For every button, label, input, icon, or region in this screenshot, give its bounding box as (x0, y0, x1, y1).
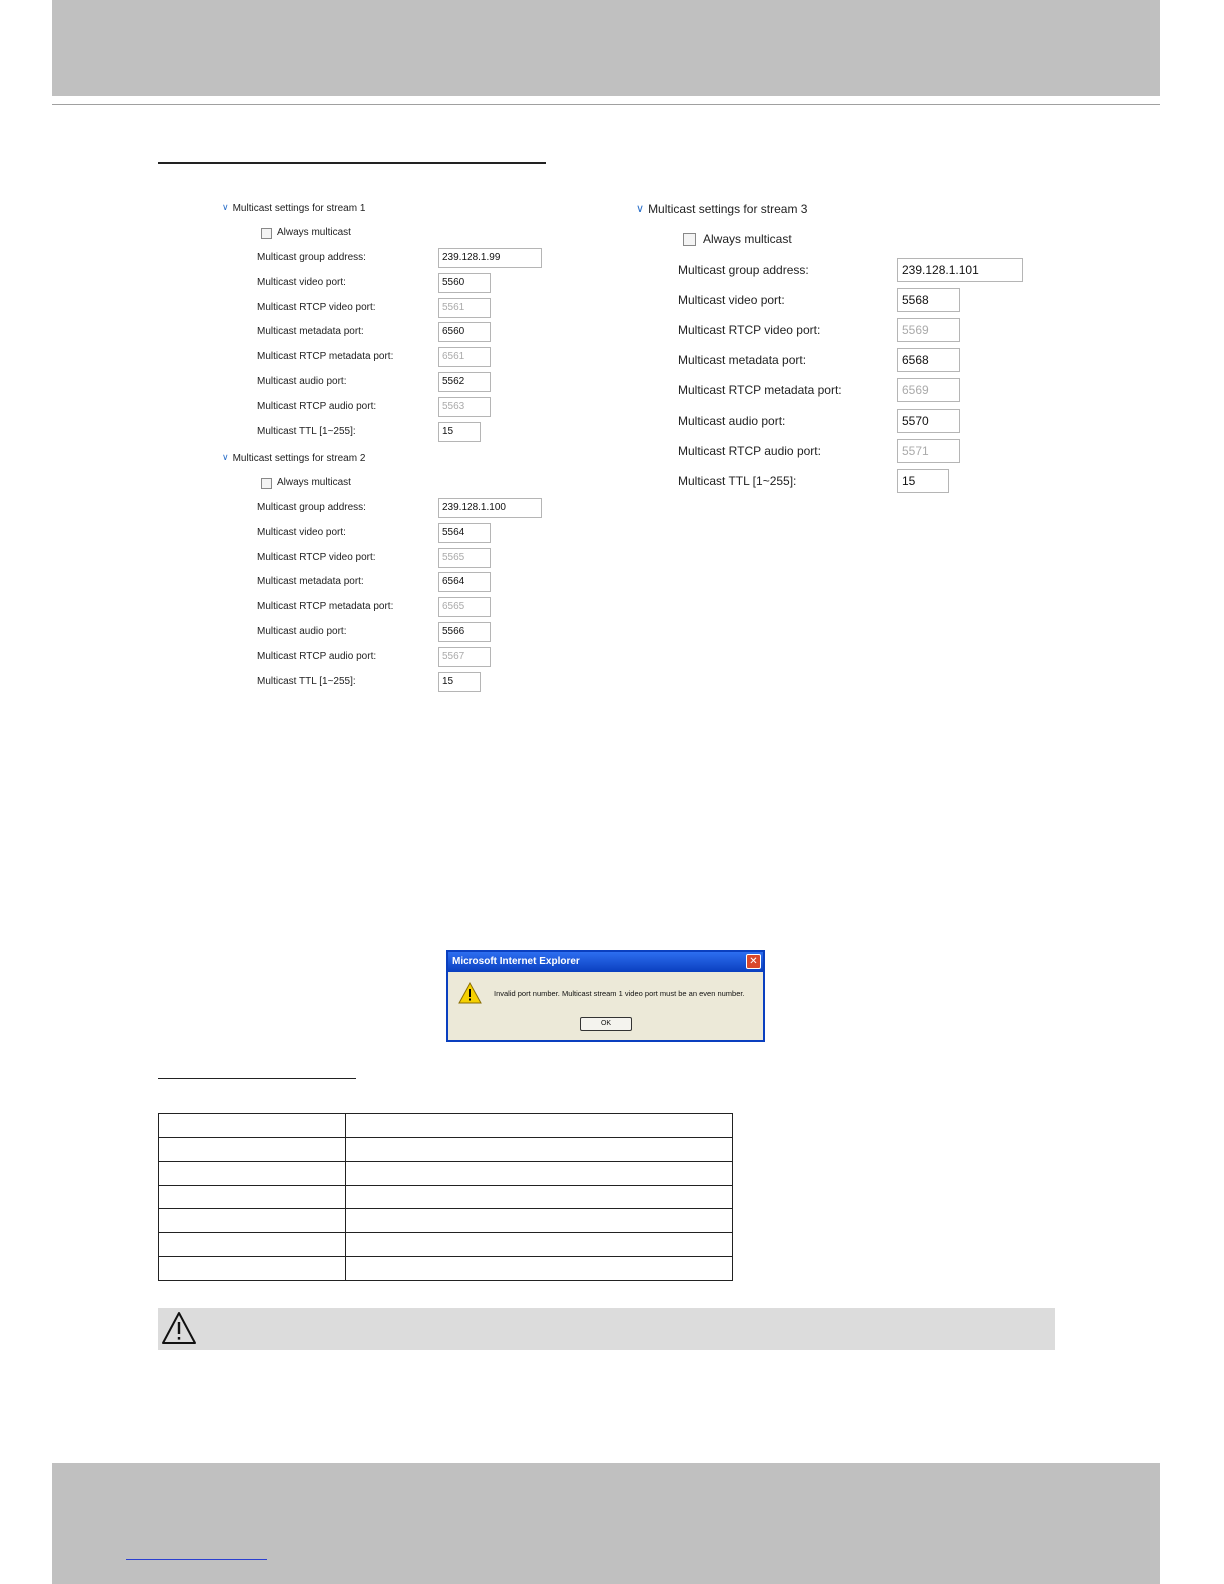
rtcp-metadata-port-label: Multicast RTCP metadata port: (257, 351, 394, 363)
caution-box (158, 1308, 1055, 1350)
chevron-down-icon: ∨ (222, 452, 229, 462)
rtcp-video-port-label: Multicast RTCP video port: (257, 551, 376, 563)
metadata-port-input[interactable]: 6560 (438, 322, 491, 342)
table-cell (346, 1209, 733, 1233)
table-cell (346, 1185, 733, 1209)
table-cell (159, 1137, 346, 1161)
close-icon[interactable]: ✕ (746, 954, 761, 969)
video-port-input[interactable]: 5560 (438, 273, 491, 293)
rtcp-metadata-port-input: 6565 (438, 597, 491, 617)
video-port-input[interactable]: 5564 (438, 523, 491, 543)
stream-section-header[interactable] (636, 202, 807, 216)
table-row (159, 1185, 733, 1209)
group-address-input[interactable]: 239.128.1.100 (438, 498, 542, 518)
group-address-label: Multicast group address: (257, 502, 366, 513)
ttl-input[interactable]: 15 (897, 469, 949, 493)
always-multicast-checkbox[interactable] (261, 228, 272, 239)
rtcp-video-port-input: 5565 (438, 548, 491, 568)
table-cell (159, 1209, 346, 1233)
video-port-label: Multicast video port: (257, 276, 346, 288)
rtcp-video-port-input: 5569 (897, 318, 960, 342)
table-cell (346, 1137, 733, 1161)
dialog-message: Invalid port number. Multicast stream 1 video port must be an even number. (494, 989, 745, 998)
always-multicast-label: Always multicast (277, 227, 351, 238)
metadata-port-input[interactable]: 6564 (438, 572, 491, 592)
audio-port-label: Multicast audio port: (678, 413, 786, 428)
subheading-rule (158, 1078, 356, 1079)
stream-section-header[interactable] (222, 453, 365, 464)
header-divider (52, 104, 1160, 105)
caution-icon (160, 1310, 198, 1346)
rtcp-audio-port-input: 5563 (438, 397, 491, 417)
dialog-title: Microsoft Internet Explorer (452, 956, 580, 967)
table-cell (159, 1114, 346, 1138)
ttl-label: Multicast TTL [1~255]: (257, 675, 356, 687)
stream-3-panel (636, 202, 1036, 497)
audio-port-label: Multicast audio port: (257, 376, 347, 387)
rtcp-audio-port-label: Multicast RTCP audio port: (257, 400, 377, 412)
metadata-port-label: Multicast metadata port: (678, 353, 807, 368)
group-address-input[interactable]: 239.128.1.101 (897, 258, 1023, 282)
group-address-input[interactable]: 239.128.1.99 (438, 248, 542, 268)
ok-button[interactable]: OK (580, 1017, 632, 1031)
table-row (159, 1114, 733, 1138)
table-row (159, 1257, 733, 1281)
rtcp-audio-port-label: Multicast RTCP audio port: (257, 650, 377, 662)
page-header-band (52, 0, 1160, 96)
rtcp-metadata-port-input: 6561 (438, 347, 491, 367)
rtcp-video-port-label: Multicast RTCP video port: (678, 323, 821, 338)
video-port-label: Multicast video port: (257, 526, 346, 538)
always-multicast-label: Always multicast (703, 232, 792, 246)
group-address-label: Multicast group address: (257, 252, 366, 263)
audio-port-input[interactable]: 5562 (438, 372, 491, 392)
section-heading-rule (158, 162, 546, 164)
ttl-input[interactable]: 15 (438, 422, 481, 442)
table-cell (346, 1114, 733, 1138)
video-port-label: Multicast video port: (678, 293, 785, 308)
table-cell (346, 1161, 733, 1185)
audio-port-input[interactable]: 5566 (438, 622, 491, 642)
table-cell (159, 1257, 346, 1281)
rtcp-audio-port-input: 5567 (438, 647, 491, 667)
rtcp-video-port-label: Multicast RTCP video port: (257, 301, 376, 313)
metadata-port-label: Multicast metadata port: (257, 576, 364, 588)
rtcp-metadata-port-label: Multicast RTCP metadata port: (678, 383, 842, 398)
rtcp-audio-port-input: 5571 (897, 439, 960, 463)
table-cell (346, 1257, 733, 1281)
table-cell (346, 1233, 733, 1257)
rtcp-metadata-port-input: 6569 (897, 378, 960, 402)
footer-link-underline (126, 1559, 267, 1560)
info-table (158, 1113, 733, 1281)
table-cell (159, 1185, 346, 1209)
ttl-label: Multicast TTL [1~255]: (678, 473, 797, 488)
table-row (159, 1209, 733, 1233)
video-port-input[interactable]: 5568 (897, 288, 960, 312)
stream-1-panel (222, 203, 552, 448)
rtcp-video-port-input: 5561 (438, 298, 491, 318)
always-multicast-checkbox[interactable] (683, 233, 696, 246)
warning-icon (458, 982, 482, 1004)
chevron-down-icon: ∨ (222, 202, 229, 212)
always-multicast-label: Always multicast (277, 477, 351, 488)
metadata-port-input[interactable]: 6568 (897, 348, 960, 372)
ttl-input[interactable]: 15 (438, 672, 481, 692)
dialog-titlebar (448, 952, 763, 972)
ie-alert-dialog (446, 950, 765, 1042)
chevron-down-icon: ∨ (636, 203, 645, 215)
table-row (159, 1137, 733, 1161)
stream-section-header[interactable] (222, 203, 365, 214)
stream-section-title: Multicast settings for stream 3 (648, 202, 808, 216)
group-address-label: Multicast group address: (678, 263, 809, 277)
table-cell (159, 1161, 346, 1185)
stream-section-title: Multicast settings for stream 2 (232, 453, 366, 464)
page-footer-band (52, 1463, 1160, 1584)
stream-section-title: Multicast settings for stream 1 (232, 203, 366, 214)
rtcp-metadata-port-label: Multicast RTCP metadata port: (257, 601, 394, 613)
audio-port-input[interactable]: 5570 (897, 409, 960, 433)
stream-2-panel (222, 453, 552, 698)
always-multicast-checkbox[interactable] (261, 478, 272, 489)
table-row (159, 1233, 733, 1257)
rtcp-audio-port-label: Multicast RTCP audio port: (678, 443, 821, 458)
table-row (159, 1161, 733, 1185)
metadata-port-label: Multicast metadata port: (257, 326, 364, 338)
audio-port-label: Multicast audio port: (257, 626, 347, 637)
table-cell (159, 1233, 346, 1257)
ttl-label: Multicast TTL [1~255]: (257, 425, 356, 437)
